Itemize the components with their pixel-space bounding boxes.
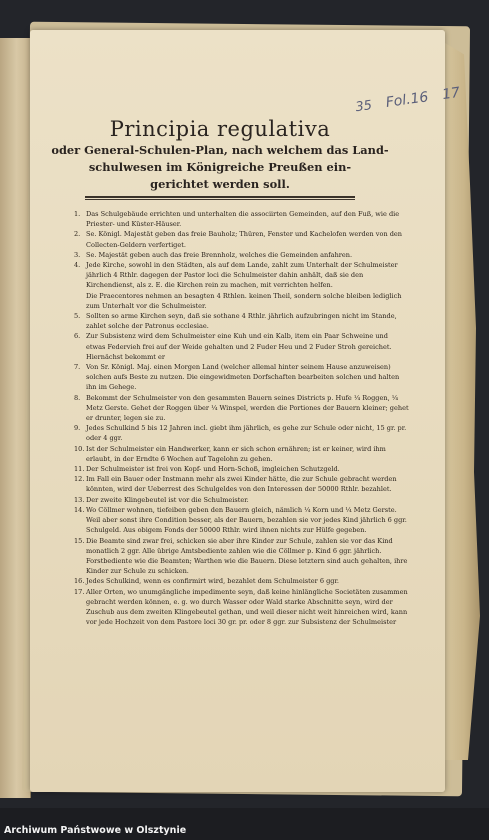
item-text: Im Fall ein Bauer oder Instmann mehr als zwei Kinder hätte, die zur Schule gebracht werden könnten, wird der Ueberrest des Schulgeldes von den Interessen der 50000 Rthlr. bezahlet. <box>86 475 397 494</box>
title-rule <box>85 196 355 198</box>
item-text: Wo Cöllmer wohnen, tiefeiben geben den Bauern gleich, nämlich ¼ Korn und ¼ Metz Gerste. Weil aber sonst ihre Condition besser, als der Bauern, bezahlen sie vor jedes Kind jährlich 6 ggr. Schulgeld. Aus obigem Fonds der 50000 Rthlr. wird ihnen nichts zur Hülfe gegeben. <box>86 505 407 535</box>
item-number: 16. <box>74 577 85 586</box>
item-number: 5. <box>74 312 81 321</box>
item-text: Se. Königl. Majestät geben das freie Bauholz; Thüren, Fenster und Kachelofen werden von den Collecten-Geldern verfertiget. <box>86 230 403 249</box>
list-item <box>74 393 409 424</box>
title-rule-thin <box>85 199 355 200</box>
list-item <box>74 576 409 586</box>
item-text: Von Sr. Königl. Maj. einen Morgen Land (welcher allemal hinter seinem Hause anzuweisen) solchen aufs Beste zu nutzen. Die eingewidmeten Dorfschaften bearbeiten solchen und halten ihn im Gehege. <box>86 363 400 392</box>
item-text: Die Praecentores nehmen an besagten 4 Rthlen. keinen Theil, sondern solche bleiben lediglich zum Unterhalt vor die Schulmeister. <box>86 291 402 310</box>
list-item <box>74 423 409 443</box>
list-item <box>74 362 409 393</box>
item-number: 11. <box>74 465 85 474</box>
rules-list <box>74 209 409 627</box>
list-item <box>74 444 409 464</box>
title-line-3: gerichtet werden soll. <box>150 177 290 191</box>
item-number: 13. <box>74 495 85 504</box>
list-item <box>74 505 409 536</box>
item-text: Das Schulgebäude errichten und unterhalten die associirten Gemeinden, auf den Fuß, wie die Priester- und Küster-Häuser. <box>86 210 400 229</box>
list-item <box>74 587 409 628</box>
item-number: 4. <box>74 261 81 270</box>
item-number: 7. <box>74 363 81 372</box>
item-number: 6. <box>74 332 81 341</box>
title-main: Principia regulativa <box>109 117 331 141</box>
list-item <box>74 229 409 249</box>
list-item <box>74 331 409 362</box>
item-text: Se. Majestät geben auch das freie Brennholz, welches die Gemeinden anfahren. <box>86 250 353 259</box>
annotation-b: Fol.16 <box>384 89 430 111</box>
item-text: Aller Orten, wo unumgängliche impedimente seyn, daß keine hinlängliche Societäten zusammen gebracht werden können, e. g. wo durch Wasser oder Wald starke Abschnitte seyn, wird der Zuschub aus dem zweiten Klingebeutel gethan, und weil dieser nicht weit hinreichen wird, kann vor jede Hochzeit von dem Pastore loci 30 gr. pr. oder 8 ggr. zur Subsistenz der Schulmeister <box>86 587 408 627</box>
list-item <box>74 260 409 291</box>
item-text: Jedes Schulkind 5 bis 12 Jahren incl. giebt ihm jährlich, es gehe zur Schule oder nicht, 15 gr. pr. oder 4 ggr. <box>86 424 407 443</box>
item-number: 2. <box>74 230 81 239</box>
list-item <box>74 495 409 505</box>
item-number: 15. <box>74 536 85 545</box>
list-item <box>74 311 409 331</box>
title-line-2: schulwesen im Königreiche Preußen ein- <box>88 160 352 174</box>
annotation-a: 35 <box>354 98 374 116</box>
item-number: 8. <box>74 393 81 402</box>
item-text: Sollten so arme Kirchen seyn, daß sie sothane 4 Rthlr. jährlich aufzubringen nicht im Stande, zahlet solche der Patronus ecclesiae. <box>86 312 397 331</box>
item-text: Ist der Schulmeister ein Handwerker, kann er sich schon ernähren; ist er keiner, wird ihm erlaubt, in der Erndte 6 Wochen auf Tagelohn zu gehen. <box>86 444 386 463</box>
list-item <box>74 250 409 260</box>
archive-label: Archiwum Państwowe w Olsztynie <box>4 825 187 836</box>
item-number: 1. <box>74 210 81 218</box>
item-number: 14. <box>74 505 85 514</box>
item-number: 10. <box>74 444 85 453</box>
item-number: 17. <box>74 587 85 596</box>
document-title <box>20 117 420 192</box>
list-item <box>74 536 409 577</box>
item-text: Jedes Schulkind, wenn es confirmirt wird, bezahlet dem Schulmeister 6 ggr. <box>86 577 339 586</box>
item-number <box>74 291 86 311</box>
item-text: Der zweite Klingebeutel ist vor die Schulmeister. <box>86 495 249 504</box>
item-text: Jede Kirche, sowohl in den Städten, als auf dem Lande, zahlt zum Unterhalt der Schulmeister jährlich 4 Rthlr. dagegen der Pastor loci die Schulmeister dahin anhält, daß sie den Kirchendienst, als z. E. die Kirchen rein zu machen, mit verrichten helfen. <box>86 261 398 290</box>
annotation-c: 17 <box>441 84 462 104</box>
item-number: 9. <box>74 424 81 433</box>
list-item <box>74 291 409 311</box>
list-item <box>74 209 409 229</box>
item-text: Zur Subsistenz wird dem Schulmeister eine Kuh und ein Kalb, item ein Paar Schweine und etwas Federvieh frei auf der Weide gehalten und 2 Fuder Heu und 2 Fuder Stroh gereichet. Hiernächst bekommt er <box>86 332 392 361</box>
item-text: Der Schulmeister ist frei von Kopf- und Horn-Schoß, imgleichen Schutzgeld. <box>86 465 340 474</box>
page-edge <box>440 40 480 760</box>
title-line-1: oder General-Schulen-Plan, nach welchem das Land- <box>51 143 389 157</box>
item-text: Die Beamte sind zwar frei, schicken sie aber ihre Kinder zur Schule, zahlen sie vor das Kind monatlich 2 ggr. Alle übrige Amtsbediente zahlen wie die Cöllmer p. Kind 6 ggr. jährlich. Forstbediente wie die Beamten; Warthen wie die Bauern. Diese letztern sind auch gehalten, ihre Kinder zur Schule zu schicken. <box>86 536 408 576</box>
list-item <box>74 464 409 474</box>
item-number: 12. <box>74 475 85 484</box>
item-number: 3. <box>74 250 81 259</box>
list-item <box>74 474 409 494</box>
item-text: Bekommt der Schulmeister von den gesammten Bauern seines Districts p. Hufe ¼ Roggen, ¼ Metz Gerste. Gehet der Roggen über ¼ Winspel, werden die Portiones der Bauern kleiner; gehet er drunter, legen sie zu. <box>86 393 409 423</box>
